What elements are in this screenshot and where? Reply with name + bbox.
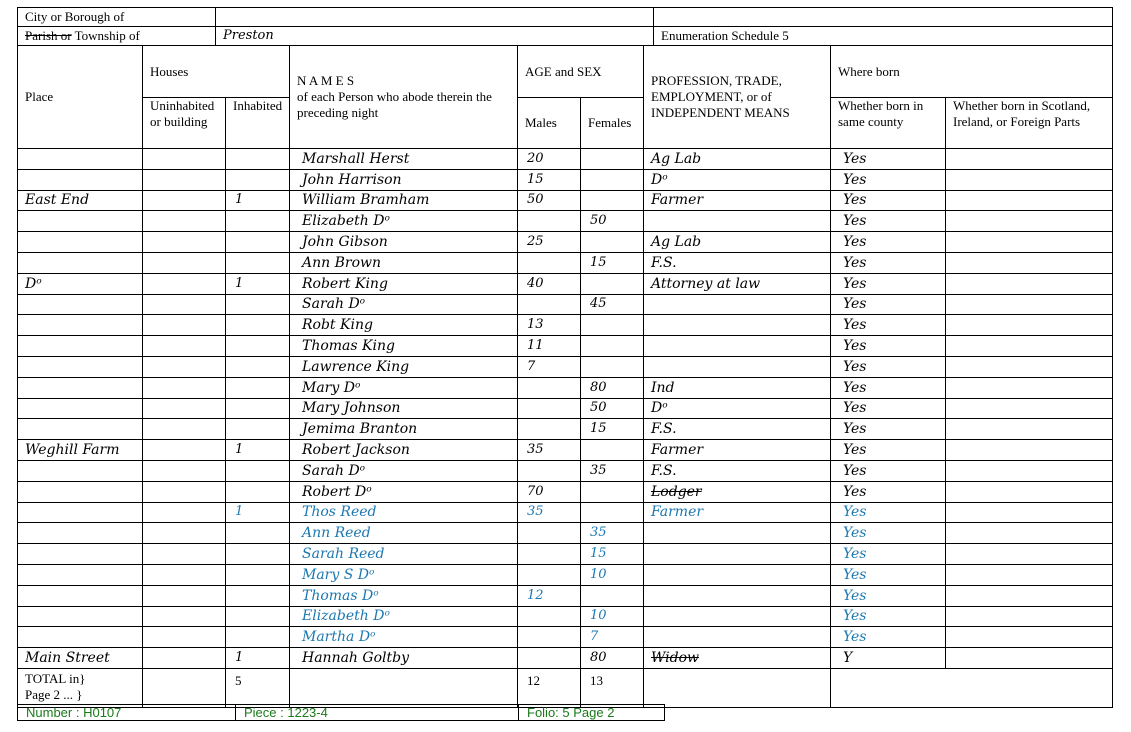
inhabited-cell [226, 481, 290, 502]
inhabited-cell [226, 336, 290, 357]
females-cell: 45 [581, 294, 644, 315]
census-row [18, 398, 1113, 419]
place-cell [18, 502, 143, 523]
inhabited-cell [226, 232, 290, 253]
profession-cell [644, 564, 831, 585]
males-cell [518, 252, 581, 273]
col-age-sex: AGE and SEX [518, 46, 644, 98]
scotland-cell [946, 523, 1113, 544]
names-title: N A M E S [297, 73, 355, 88]
inhabited-cell [226, 460, 290, 481]
census-row [18, 315, 1113, 336]
males-cell [518, 398, 581, 419]
inhabited-cell: 1 [226, 190, 290, 211]
profession-cell: F.S. [644, 419, 831, 440]
males-cell: 12 [518, 585, 581, 606]
name-cell: Robert Jackson [290, 440, 518, 461]
profession-cell: Ag Lab [644, 232, 831, 253]
scotland-cell [946, 564, 1113, 585]
males-cell: 40 [518, 273, 581, 294]
males-cell: 25 [518, 232, 581, 253]
place-cell [18, 419, 143, 440]
totals-uninhabited [143, 668, 226, 707]
females-cell [581, 169, 644, 190]
place-cell: Weghill Farm [18, 440, 143, 461]
totals-males: 12 [518, 668, 581, 707]
females-cell [581, 481, 644, 502]
same-county-cell: Yes [831, 190, 946, 211]
census-row [18, 356, 1113, 377]
inhabited-cell [226, 523, 290, 544]
uninhabited-cell [143, 440, 226, 461]
township-value: Preston [216, 27, 654, 46]
scotland-cell [946, 419, 1113, 440]
scotland-cell [946, 481, 1113, 502]
females-cell: 50 [581, 398, 644, 419]
col-where-born: Where born [831, 46, 1113, 98]
inhabited-cell [226, 149, 290, 170]
census-row [18, 502, 1113, 523]
profession-cell: Dᵒ [644, 398, 831, 419]
females-cell: 7 [581, 627, 644, 648]
col-profession: PROFESSION, TRADE, EMPLOYMENT, or of INDEPENDENT MEANS [644, 46, 831, 149]
males-cell [518, 648, 581, 669]
name-cell: Thos Reed [290, 502, 518, 523]
totals-names [290, 668, 518, 707]
name-cell: Robt King [290, 315, 518, 336]
females-cell: 35 [581, 460, 644, 481]
scotland-cell [946, 460, 1113, 481]
profession-cell: Farmer [644, 502, 831, 523]
place-cell [18, 336, 143, 357]
same-county-cell: Yes [831, 294, 946, 315]
profession-cell [644, 294, 831, 315]
place-cell [18, 149, 143, 170]
name-cell: Hannah Goltby [290, 648, 518, 669]
males-cell [518, 294, 581, 315]
inhabited-cell [226, 356, 290, 377]
same-county-cell: Yes [831, 336, 946, 357]
scotland-cell [946, 232, 1113, 253]
males-cell [518, 419, 581, 440]
females-cell: 10 [581, 564, 644, 585]
uninhabited-cell [143, 377, 226, 398]
township-label [18, 27, 216, 46]
profession-cell [644, 544, 831, 565]
census-row [18, 273, 1113, 294]
census-row [18, 336, 1113, 357]
census-row [18, 252, 1113, 273]
uninhabited-cell [143, 149, 226, 170]
same-county-cell: Yes [831, 273, 946, 294]
males-cell [518, 523, 581, 544]
census-row [18, 564, 1113, 585]
place-cell [18, 481, 143, 502]
same-county-cell: Yes [831, 398, 946, 419]
uninhabited-cell [143, 481, 226, 502]
inhabited-cell: 1 [226, 273, 290, 294]
females-cell [581, 336, 644, 357]
males-cell [518, 627, 581, 648]
uninhabited-cell [143, 627, 226, 648]
name-cell: Mary Johnson [290, 398, 518, 419]
scotland-cell [946, 252, 1113, 273]
uninhabited-cell [143, 419, 226, 440]
males-cell [518, 211, 581, 232]
place-cell [18, 356, 143, 377]
name-cell: Sarah Dᵒ [290, 460, 518, 481]
name-cell: Elizabeth Dᵒ [290, 211, 518, 232]
scotland-cell [946, 336, 1113, 357]
uninhabited-cell [143, 564, 226, 585]
name-cell: Thomas Dᵒ [290, 585, 518, 606]
totals-label-line2: Page 2 ... } [25, 686, 83, 702]
females-cell [581, 232, 644, 253]
name-cell: Elizabeth Dᵒ [290, 606, 518, 627]
inhabited-cell: 1 [226, 502, 290, 523]
females-cell: 15 [581, 544, 644, 565]
name-cell: Lawrence King [290, 356, 518, 377]
same-county-cell: Yes [831, 544, 946, 565]
males-cell: 70 [518, 481, 581, 502]
inhabited-cell [226, 211, 290, 232]
profession-cell [644, 523, 831, 544]
name-cell: John Gibson [290, 232, 518, 253]
profession-cell: F.S. [644, 252, 831, 273]
same-county-cell: Yes [831, 606, 946, 627]
name-cell: Robert Dᵒ [290, 481, 518, 502]
males-cell [518, 377, 581, 398]
uninhabited-cell [143, 398, 226, 419]
name-cell: John Harrison [290, 169, 518, 190]
census-row [18, 544, 1113, 565]
place-cell [18, 211, 143, 232]
census-row [18, 232, 1113, 253]
profession-cell: Farmer [644, 440, 831, 461]
profession-cell: Ind [644, 377, 831, 398]
census-row [18, 419, 1113, 440]
schedule-header [17, 7, 1113, 46]
column-headers [18, 46, 1113, 149]
place-cell [18, 398, 143, 419]
census-rows [18, 149, 1113, 669]
profession-cell [644, 315, 831, 336]
census-row [18, 440, 1113, 461]
col-males: Males [518, 98, 581, 149]
profession-cell: F.S. [644, 460, 831, 481]
ref-number: Number : H0107 [18, 705, 236, 721]
city-value [216, 8, 654, 27]
profession-cell [644, 606, 831, 627]
inhabited-cell [226, 315, 290, 336]
profession-cell: Dᵒ [644, 169, 831, 190]
uninhabited-cell [143, 523, 226, 544]
uninhabited-cell [143, 606, 226, 627]
col-scotland-ireland: Whether born in Scotland, Ireland, or Foreign Parts [946, 98, 1113, 149]
profession-cell [644, 356, 831, 377]
place-cell [18, 564, 143, 585]
uninhabited-cell [143, 169, 226, 190]
scotland-cell [946, 211, 1113, 232]
place-cell [18, 377, 143, 398]
uninhabited-cell [143, 252, 226, 273]
col-place: Place [18, 46, 143, 149]
same-county-cell: Yes [831, 232, 946, 253]
census-row [18, 169, 1113, 190]
totals-label-line1: TOTAL in} [25, 670, 86, 686]
scotland-cell [946, 273, 1113, 294]
inhabited-cell [226, 169, 290, 190]
inhabited-cell [226, 398, 290, 419]
census-row [18, 149, 1113, 170]
males-cell: 20 [518, 149, 581, 170]
same-county-cell: Yes [831, 252, 946, 273]
place-cell [18, 460, 143, 481]
census-row [18, 648, 1113, 669]
scotland-cell [946, 585, 1113, 606]
inhabited-cell [226, 585, 290, 606]
same-county-cell: Yes [831, 211, 946, 232]
uninhabited-cell [143, 294, 226, 315]
same-county-cell: Yes [831, 502, 946, 523]
scotland-cell [946, 502, 1113, 523]
same-county-cell: Yes [831, 169, 946, 190]
name-cell: Marshall Herst [290, 149, 518, 170]
males-cell: 50 [518, 190, 581, 211]
scotland-cell [946, 398, 1113, 419]
uninhabited-cell [143, 648, 226, 669]
census-row [18, 211, 1113, 232]
males-cell [518, 460, 581, 481]
uninhabited-cell [143, 544, 226, 565]
same-county-cell: Yes [831, 460, 946, 481]
uninhabited-cell [143, 502, 226, 523]
place-cell: East End [18, 190, 143, 211]
uninhabited-cell [143, 315, 226, 336]
females-cell: 50 [581, 211, 644, 232]
females-cell [581, 190, 644, 211]
same-county-cell: Yes [831, 356, 946, 377]
township-text: Township of [71, 28, 140, 43]
same-county-cell: Yes [831, 627, 946, 648]
females-cell: 80 [581, 377, 644, 398]
inhabited-cell [226, 544, 290, 565]
same-county-cell: Yes [831, 523, 946, 544]
place-cell [18, 523, 143, 544]
inhabited-cell [226, 294, 290, 315]
totals-where-born [831, 668, 1113, 707]
totals-females: 13 [581, 668, 644, 707]
males-cell [518, 564, 581, 585]
parish-struck: Parish or [25, 28, 72, 43]
place-cell [18, 169, 143, 190]
scotland-cell [946, 627, 1113, 648]
uninhabited-cell [143, 190, 226, 211]
scotland-cell [946, 544, 1113, 565]
reference-footer [17, 704, 665, 721]
census-row [18, 294, 1113, 315]
profession-cell [644, 627, 831, 648]
city-label: City or Borough of [18, 8, 216, 27]
scotland-cell [946, 377, 1113, 398]
same-county-cell: Yes [831, 149, 946, 170]
scotland-cell [946, 606, 1113, 627]
uninhabited-cell [143, 273, 226, 294]
profession-cell: Farmer [644, 190, 831, 211]
name-cell: William Bramham [290, 190, 518, 211]
uninhabited-cell [143, 336, 226, 357]
females-cell [581, 149, 644, 170]
uninhabited-cell [143, 211, 226, 232]
uninhabited-cell [143, 460, 226, 481]
place-cell [18, 252, 143, 273]
males-cell: 15 [518, 169, 581, 190]
same-county-cell: Yes [831, 585, 946, 606]
females-cell: 10 [581, 606, 644, 627]
col-uninhabited: Uninhabited or building [143, 98, 226, 149]
place-cell: Dᵒ [18, 273, 143, 294]
females-cell: 80 [581, 648, 644, 669]
place-cell [18, 606, 143, 627]
females-cell [581, 273, 644, 294]
place-cell [18, 294, 143, 315]
census-row [18, 606, 1113, 627]
females-cell: 35 [581, 523, 644, 544]
profession-cell [644, 585, 831, 606]
col-females: Females [581, 98, 644, 149]
profession-cell [644, 336, 831, 357]
place-cell: Main Street [18, 648, 143, 669]
profession-cell: Attorney at law [644, 273, 831, 294]
inhabited-cell [226, 252, 290, 273]
uninhabited-cell [143, 585, 226, 606]
same-county-cell: Yes [831, 315, 946, 336]
col-inhabited: Inhabited [226, 98, 290, 149]
place-cell [18, 627, 143, 648]
place-cell [18, 315, 143, 336]
name-cell: Jemima Branton [290, 419, 518, 440]
same-county-cell: Yes [831, 440, 946, 461]
census-row [18, 460, 1113, 481]
place-cell [18, 232, 143, 253]
col-houses: Houses [143, 46, 290, 98]
males-cell: 11 [518, 336, 581, 357]
name-cell: Ann Reed [290, 523, 518, 544]
col-names [290, 46, 518, 149]
females-cell: 15 [581, 419, 644, 440]
census-row [18, 377, 1113, 398]
census-row [18, 481, 1113, 502]
scotland-cell [946, 294, 1113, 315]
name-cell: Ann Brown [290, 252, 518, 273]
place-cell [18, 585, 143, 606]
inhabited-cell: 1 [226, 648, 290, 669]
same-county-cell: Yes [831, 481, 946, 502]
name-cell: Mary Dᵒ [290, 377, 518, 398]
totals-profession [644, 668, 831, 707]
same-county-cell: Yes [831, 564, 946, 585]
census-row [18, 523, 1113, 544]
females-cell [581, 585, 644, 606]
males-cell: 7 [518, 356, 581, 377]
ref-folio: Folio: 5 Page 2 [519, 705, 665, 721]
header-blank [654, 8, 1113, 27]
inhabited-cell [226, 564, 290, 585]
inhabited-cell [226, 627, 290, 648]
scotland-cell [946, 190, 1113, 211]
males-cell [518, 544, 581, 565]
census-row [18, 585, 1113, 606]
same-county-cell: Y [831, 648, 946, 669]
census-table [17, 45, 1113, 708]
males-cell: 13 [518, 315, 581, 336]
name-cell: Sarah Dᵒ [290, 294, 518, 315]
totals-label [18, 668, 143, 707]
scotland-cell [946, 169, 1113, 190]
census-row [18, 627, 1113, 648]
totals-row [18, 668, 1113, 707]
enumeration-schedule: Enumeration Schedule 5 [654, 27, 1113, 46]
name-cell: Thomas King [290, 336, 518, 357]
place-cell [18, 544, 143, 565]
scotland-cell [946, 315, 1113, 336]
males-cell: 35 [518, 502, 581, 523]
profession-cell: Ag Lab [644, 149, 831, 170]
scotland-cell [946, 648, 1113, 669]
scotland-cell [946, 149, 1113, 170]
census-row [18, 190, 1113, 211]
name-cell: Robert King [290, 273, 518, 294]
uninhabited-cell [143, 232, 226, 253]
same-county-cell: Yes [831, 419, 946, 440]
males-cell: 35 [518, 440, 581, 461]
profession-cell [644, 211, 831, 232]
scotland-cell [946, 440, 1113, 461]
inhabited-cell [226, 419, 290, 440]
females-cell [581, 440, 644, 461]
females-cell [581, 315, 644, 336]
totals-inhabited: 5 [226, 668, 290, 707]
col-same-county: Whether born in same county [831, 98, 946, 149]
inhabited-cell [226, 377, 290, 398]
name-cell: Mary S Dᵒ [290, 564, 518, 585]
females-cell [581, 356, 644, 377]
same-county-cell: Yes [831, 377, 946, 398]
profession-cell: Widow [644, 648, 831, 669]
females-cell: 15 [581, 252, 644, 273]
ref-piece: Piece : 1223-4 [236, 705, 519, 721]
inhabited-cell [226, 606, 290, 627]
profession-cell: Lodger [644, 481, 831, 502]
names-subtitle: of each Person who abode therein the preceding night [297, 89, 492, 120]
scotland-cell [946, 356, 1113, 377]
females-cell [581, 502, 644, 523]
name-cell: Martha Dᵒ [290, 627, 518, 648]
males-cell [518, 606, 581, 627]
inhabited-cell: 1 [226, 440, 290, 461]
name-cell: Sarah Reed [290, 544, 518, 565]
uninhabited-cell [143, 356, 226, 377]
